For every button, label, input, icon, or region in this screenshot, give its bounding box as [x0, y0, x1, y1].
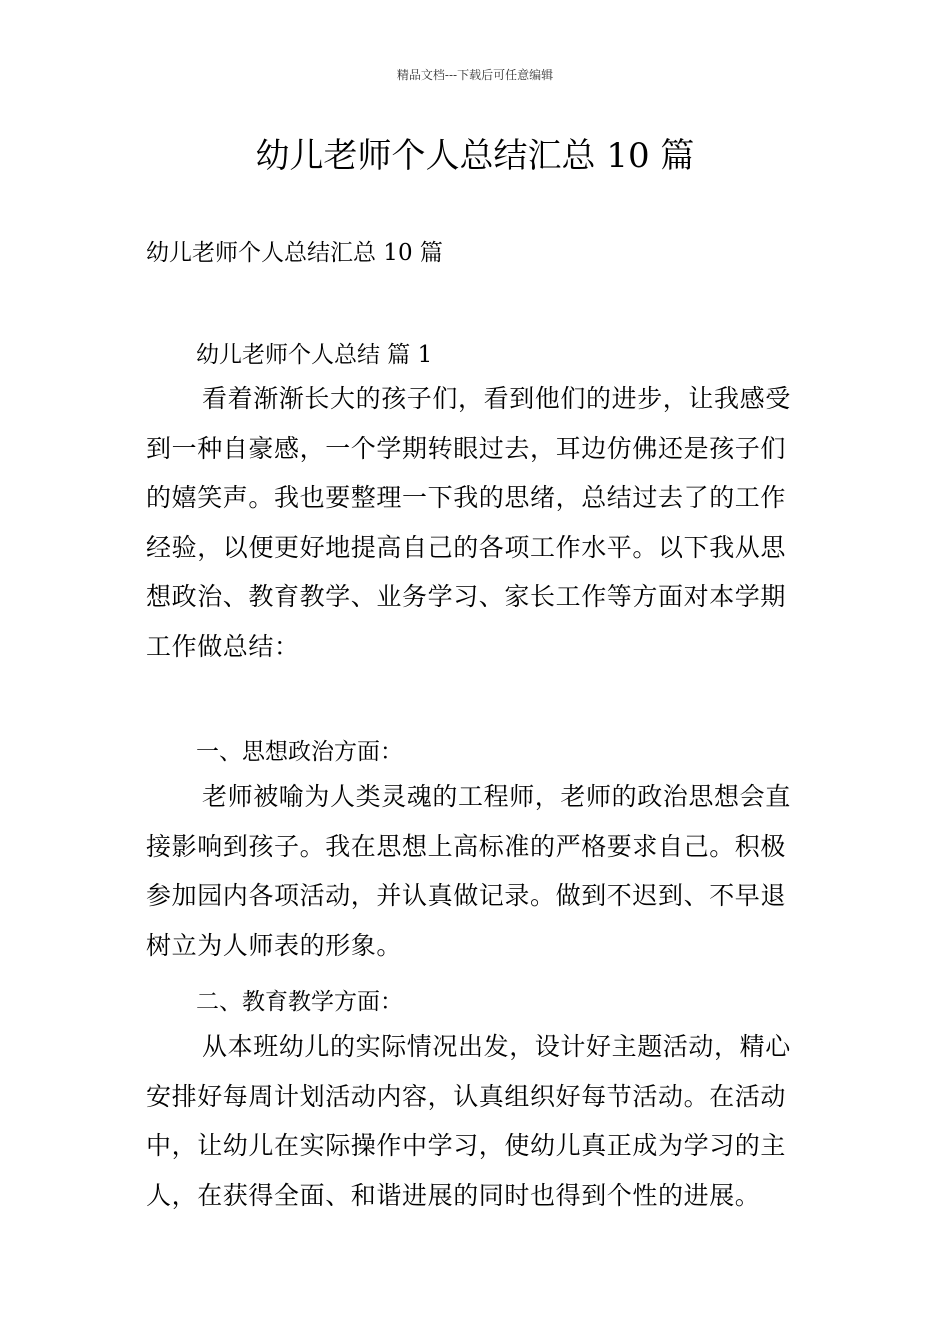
part2-heading: 二、教育教学方面：	[196, 989, 403, 1015]
section-heading: 幼儿老师个人总结 篇 1	[196, 342, 433, 368]
header-note: 精品文档---下载后可任意编辑	[396, 68, 554, 82]
document-title: 幼儿老师个人总结汇总 10 篇	[255, 136, 695, 176]
part2-paragraph: 从本班幼儿的实际情况出发，设计好主题活动，精心安排好每周计划活动内容，认真组织好每节活动。在活动中，让幼儿在实际操作中学习，使幼儿真正成为学习的主人，在获得全面、和谐进展的同时也得到个性的进展。	[146, 1032, 791, 1210]
part1-paragraph: 老师被喻为人类灵魂的工程师，老师的政治思想会直接影响到孩子。我在思想上高标准的严格要求自己。积极参加园内各项活动，并认真做记录。做到不迟到、不早退树立为人师表的形象。	[146, 782, 791, 960]
intro-paragraph: 看着渐渐长大的孩子们，看到他们的进步，让我感受到一种自豪感，一个学期转眼过去，耳边仿佛还是孩子们的嬉笑声。我也要整理一下我的思绪，总结过去了的工作经验，以便更好地提高自己的各项工作水平。以下我从思想政治、教育教学、业务学习、家长工作等方面对本学期工作做总结：	[146, 384, 791, 661]
part1-heading: 一、思想政治方面：	[196, 739, 403, 765]
document-subtitle: 幼儿老师个人总结汇总 10 篇	[146, 240, 443, 266]
